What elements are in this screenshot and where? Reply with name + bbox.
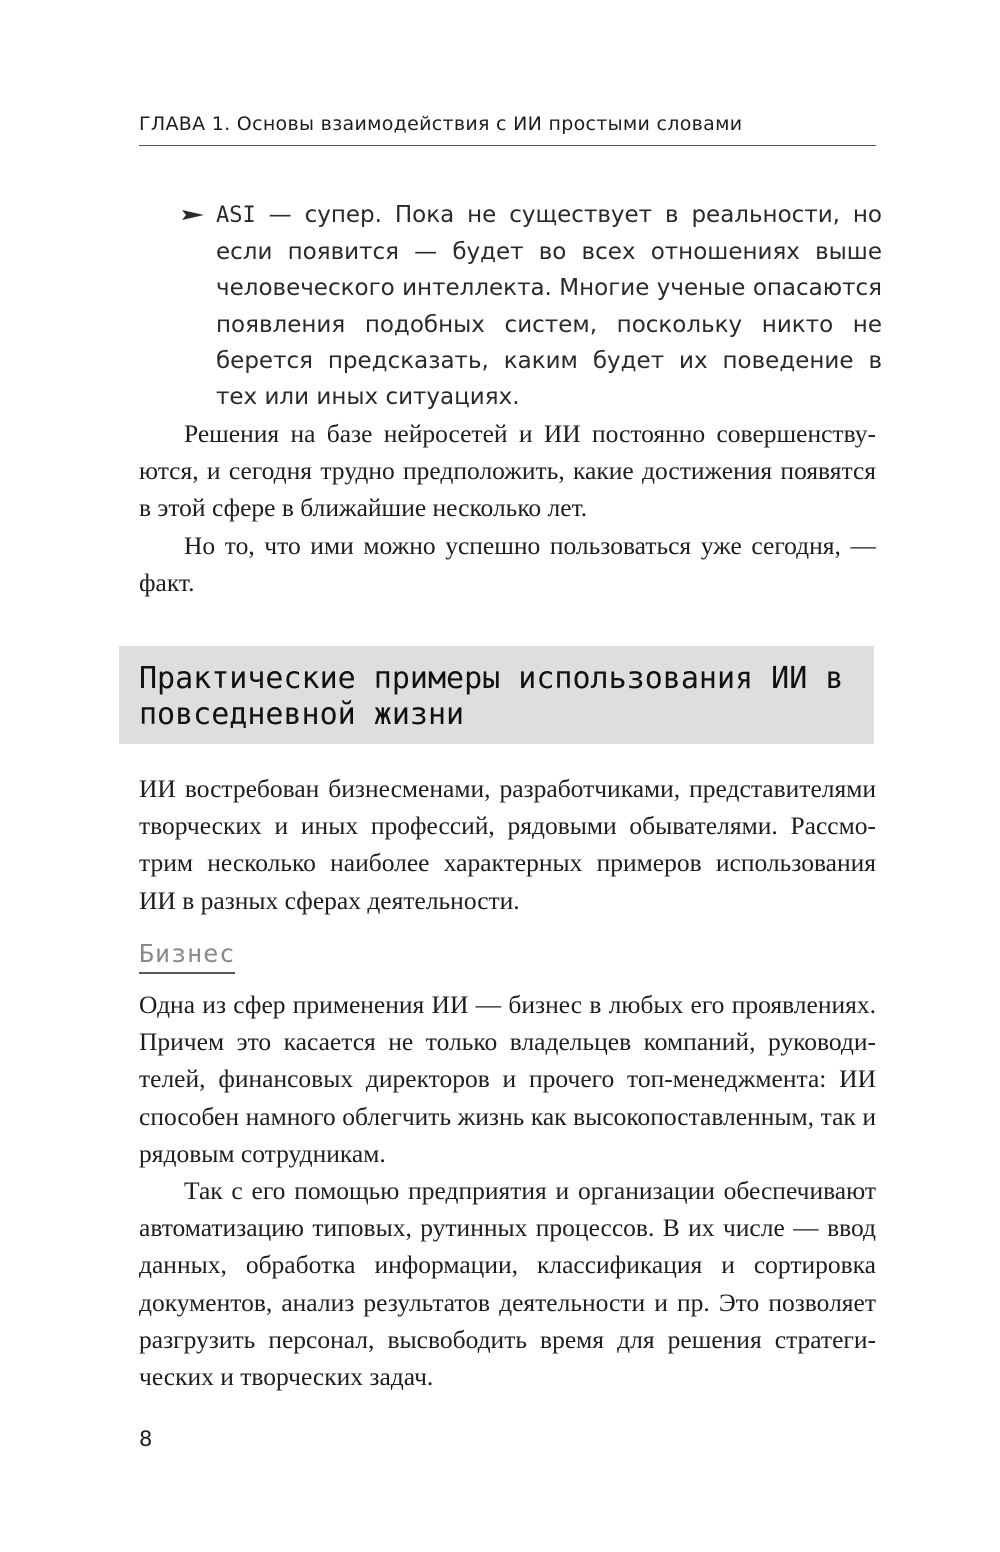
business-paragraphs bbox=[139, 986, 876, 1395]
paragraph: ИИ востребован бизнесменами, разработчиками, представителями творческих и иных профессий, рядовыми обывателями. Рассмотрим несколько наиболее характерных примеров использования ИИ в разных сферах деятельности. bbox=[139, 774, 876, 915]
section-heading-box bbox=[119, 646, 874, 744]
bullet-description: — супер. Пока не существует в реальности, но если появится — будет во всех отношениях выше человеческого интеллекта. Многие ученые опасаются появления подобных систем, поскольку никто не берется предсказать, каким будет их поведение в тех или иных ситуациях. bbox=[216, 202, 882, 411]
section-title: Практические примеры использования ИИ в повседневной жизни bbox=[139, 661, 844, 732]
bullet-item-asi bbox=[182, 197, 882, 415]
paragraph: Так с его помощью предприятия и организации обеспечивают автоматизацию типовых, рутинных процессов. В их числе — ввод данных, обработка информации, классификация и сортировка документов, анализ результатов деятельности и пр. Это позволяет разгрузить персонал, высвободить время для решения стратегических и творческих задач. bbox=[139, 1176, 876, 1392]
paragraph: Решения на базе нейросетей и ИИ постоянно совершенствуются, и сегодня трудно предположить, какие достижения появятся в этой сфере в ближайшие несколько лет. bbox=[139, 419, 876, 523]
arrow-pointer-icon bbox=[182, 206, 204, 224]
bullet-text bbox=[216, 197, 882, 415]
page-number: 8 bbox=[139, 1427, 153, 1451]
running-head-text: ГЛАВА 1. Основы взаимодействия с ИИ простыми словами bbox=[139, 113, 743, 135]
subheading-business: Бизнес bbox=[139, 938, 235, 974]
bullet-term: ASI bbox=[216, 203, 256, 228]
running-head bbox=[139, 113, 876, 146]
section-intro bbox=[139, 770, 876, 919]
intro-paragraphs bbox=[139, 415, 876, 601]
paragraph: Но то, что ими можно успешно пользоваться уже сегодня, — факт. bbox=[139, 530, 876, 597]
paragraph: Одна из сфер применения ИИ — бизнес в любых его проявлениях. Причем это касается не только владельцев компаний, руководителей, финансовых директоров и прочего топ-менеджмента: ИИ способен намного облегчить жизнь как высокопоставленным, так и рядовым сотрудникам. bbox=[139, 990, 876, 1168]
